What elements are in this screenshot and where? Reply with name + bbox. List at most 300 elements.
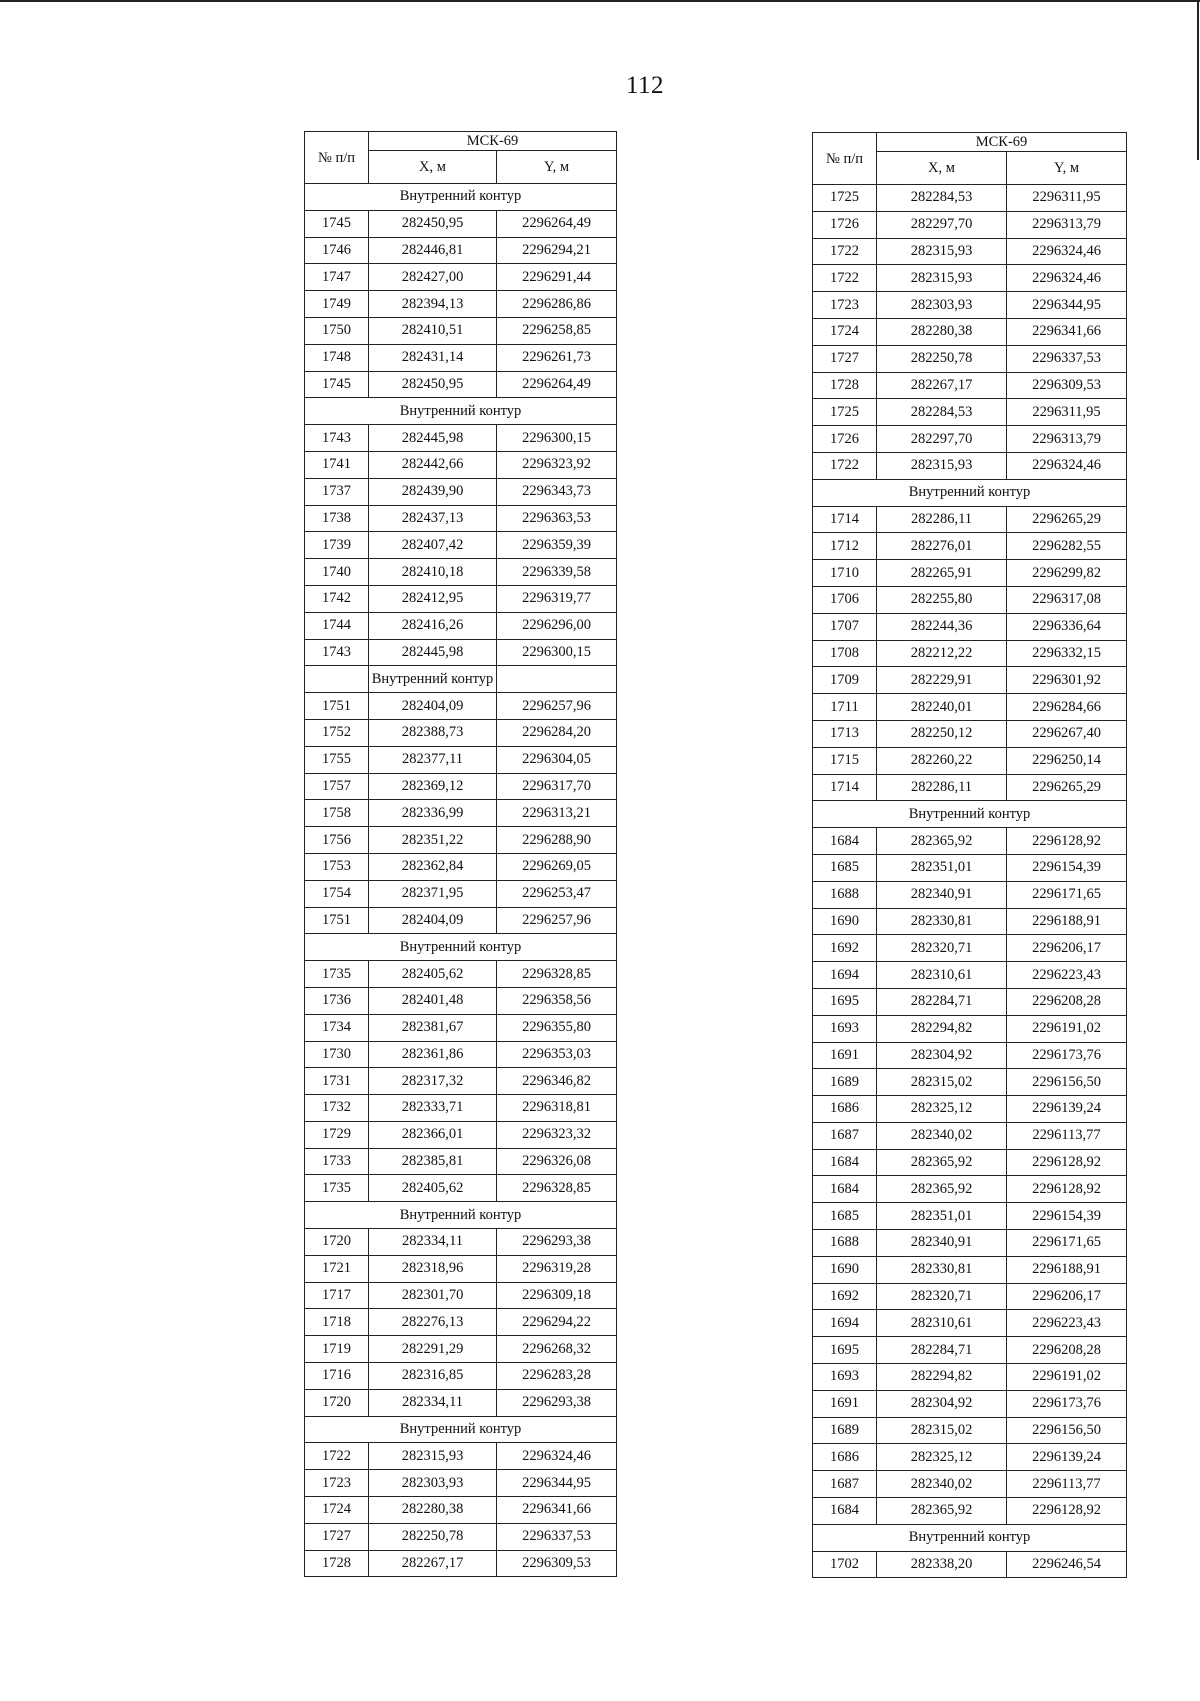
table-row [305,1014,617,1041]
x-coordinate: 282294,82 [877,1364,1007,1391]
table-row [813,1069,1127,1096]
x-coordinate: 282365,92 [877,828,1007,855]
x-coordinate: 282267,17 [877,372,1007,399]
point-number: 1693 [813,1364,877,1391]
point-number: 1720 [305,1389,369,1416]
x-coordinate: 282404,09 [369,907,497,934]
y-coordinate: 2296300,15 [497,639,617,666]
table-row [813,292,1127,319]
y-coordinate: 2296344,95 [497,1470,617,1497]
point-number: 1723 [813,292,877,319]
point-number: 1694 [813,1310,877,1337]
table-row [813,881,1127,908]
y-coordinate: 2296173,76 [1007,1042,1127,1069]
point-number: 1746 [305,237,369,264]
table-row [305,1497,617,1524]
table-row [813,1390,1127,1417]
x-coordinate: 282431,14 [369,344,497,371]
x-coordinate: 282351,01 [877,854,1007,881]
point-number: 1722 [305,1443,369,1470]
table-row [305,746,617,773]
scan-border-line [1197,0,1199,160]
x-coordinate: 282294,82 [877,1015,1007,1042]
point-number: 1684 [813,1498,877,1525]
point-number: 1731 [305,1068,369,1095]
y-coordinate: 2296286,86 [497,291,617,318]
x-coordinate: 282310,61 [877,962,1007,989]
point-number: 1743 [305,639,369,666]
point-number: 1720 [305,1229,369,1256]
table-row [813,774,1127,801]
header-num: № п/п [305,132,369,184]
table-row [305,1470,617,1497]
table-row [305,425,617,452]
x-coordinate: 282304,92 [877,1042,1007,1069]
table-row [305,1523,617,1550]
y-coordinate [497,666,617,693]
x-coordinate: 282445,98 [369,639,497,666]
table-row [813,560,1127,587]
table-row [305,1389,617,1416]
y-coordinate: 2296328,85 [497,961,617,988]
y-coordinate: 2296264,49 [497,371,617,398]
point-number: 1722 [813,238,877,265]
point-number: 1725 [813,399,877,426]
y-coordinate: 2296311,95 [1007,185,1127,212]
x-coordinate: 282450,95 [369,210,497,237]
point-number: 1695 [813,988,877,1015]
point-number: 1716 [305,1363,369,1390]
point-number: 1690 [813,908,877,935]
x-coordinate: 282450,95 [369,371,497,398]
x-coordinate: 282297,70 [877,211,1007,238]
x-coordinate: 282318,96 [369,1255,497,1282]
table-row [305,210,617,237]
x-coordinate: 282405,62 [369,1175,497,1202]
table-row [305,237,617,264]
y-coordinate: 2296171,65 [1007,1230,1127,1257]
y-coordinate: 2296317,70 [497,773,617,800]
x-coordinate: 282340,02 [877,1471,1007,1498]
y-coordinate: 2296257,96 [497,907,617,934]
table-body [813,133,1127,1578]
y-coordinate: 2296319,28 [497,1255,617,1282]
y-coordinate: 2296296,00 [497,612,617,639]
point-number: 1724 [305,1497,369,1524]
table-row [813,426,1127,453]
table-row [305,639,617,666]
table-row [813,1417,1127,1444]
x-coordinate: 282442,66 [369,451,497,478]
y-coordinate: 2296139,24 [1007,1096,1127,1123]
table-row [813,747,1127,774]
x-coordinate: 282340,91 [877,881,1007,908]
point-number: 1684 [813,828,877,855]
y-coordinate: 2296304,05 [497,746,617,773]
point-number: 1736 [305,987,369,1014]
table-row [305,505,617,532]
point-number: 1718 [305,1309,369,1336]
point-number: 1755 [305,746,369,773]
table-row [813,988,1127,1015]
y-coordinate: 2296294,22 [497,1309,617,1336]
y-coordinate: 2296208,28 [1007,1337,1127,1364]
header-row [305,132,617,151]
y-coordinate: 2296284,66 [1007,694,1127,721]
table-row [813,1176,1127,1203]
y-coordinate: 2296337,53 [1007,345,1127,372]
section-row [305,184,617,211]
y-coordinate: 2296283,28 [497,1363,617,1390]
point-number: 1691 [813,1042,877,1069]
x-coordinate: 282410,18 [369,559,497,586]
x-coordinate: 282445,98 [369,425,497,452]
table-row [305,880,617,907]
y-coordinate: 2296313,79 [1007,211,1127,238]
point-number: 1726 [813,211,877,238]
x-coordinate: 282385,81 [369,1148,497,1175]
x-coordinate: 282416,26 [369,612,497,639]
point-number: 1708 [813,640,877,667]
scan-border-line [0,0,1200,2]
y-coordinate: 2296323,92 [497,451,617,478]
x-coordinate: 282394,13 [369,291,497,318]
section-label: Внутренний контур [305,398,617,425]
y-coordinate: 2296337,53 [497,1523,617,1550]
y-coordinate: 2296113,77 [1007,1122,1127,1149]
page-number: 112 [625,72,665,99]
y-coordinate: 2296324,46 [1007,238,1127,265]
x-coordinate: 282330,81 [877,1256,1007,1283]
y-coordinate: 2296188,91 [1007,1256,1127,1283]
x-coordinate: 282316,85 [369,1363,497,1390]
section-label: Внутренний контур [305,934,617,961]
y-coordinate: 2296299,82 [1007,560,1127,587]
table-row [305,371,617,398]
point-number: 1721 [305,1255,369,1282]
table-row [813,1551,1127,1578]
y-coordinate: 2296328,85 [497,1175,617,1202]
table-row [305,1229,617,1256]
y-coordinate: 2296191,02 [1007,1015,1127,1042]
section-label: Внутренний контур [305,1416,617,1443]
point-number: 1728 [305,1550,369,1577]
y-coordinate: 2296128,92 [1007,1149,1127,1176]
x-coordinate: 282284,71 [877,1337,1007,1364]
x-coordinate: 282439,90 [369,478,497,505]
x-coordinate: 282315,02 [877,1417,1007,1444]
y-coordinate: 2296332,15 [1007,640,1127,667]
y-coordinate: 2296128,92 [1007,1498,1127,1525]
point-number: 1741 [305,451,369,478]
y-coordinate: 2296336,64 [1007,613,1127,640]
table-row [305,827,617,854]
x-coordinate: 282291,29 [369,1336,497,1363]
table-row [305,1121,617,1148]
point-number: 1709 [813,667,877,694]
section-label: Внутренний контур [813,479,1127,506]
y-coordinate: 2296154,39 [1007,1203,1127,1230]
x-coordinate: 282315,93 [877,265,1007,292]
y-coordinate: 2296265,29 [1007,506,1127,533]
table-row [305,559,617,586]
section-row [305,1416,617,1443]
table-row [305,1443,617,1470]
section-label: Внутренний контур [305,184,617,211]
table-row [305,1309,617,1336]
x-coordinate: 282401,48 [369,987,497,1014]
y-coordinate: 2296246,54 [1007,1551,1127,1578]
point-number: 1687 [813,1122,877,1149]
point-number: 1751 [305,907,369,934]
y-coordinate: 2296267,40 [1007,720,1127,747]
y-coordinate: 2296363,53 [497,505,617,532]
table-row [305,666,617,693]
table-row [813,345,1127,372]
table-row [813,1498,1127,1525]
table-row [813,533,1127,560]
table-row [813,265,1127,292]
table-row [813,694,1127,721]
table-row [813,506,1127,533]
section-label: Внутренний контур [813,1524,1127,1551]
x-coordinate: 282250,78 [877,345,1007,372]
x-coordinate: 282437,13 [369,505,497,532]
x-coordinate: 282315,93 [369,1443,497,1470]
point-number: 1684 [813,1176,877,1203]
table-row [813,908,1127,935]
table-row [813,1042,1127,1069]
point-number: 1725 [813,185,877,212]
x-coordinate: 282244,36 [877,613,1007,640]
point-number: 1751 [305,693,369,720]
table-row [305,773,617,800]
y-coordinate: 2296269,05 [497,853,617,880]
y-coordinate: 2296309,53 [497,1550,617,1577]
table-row [305,478,617,505]
x-coordinate: 282286,11 [877,506,1007,533]
table-row [305,1148,617,1175]
point-number: 1694 [813,962,877,989]
y-coordinate: 2296317,08 [1007,586,1127,613]
section-row [813,1524,1127,1551]
table-row [305,612,617,639]
point-number: 1717 [305,1282,369,1309]
point-number: 1686 [813,1444,877,1471]
y-coordinate: 2296253,47 [497,880,617,907]
y-coordinate: 2296206,17 [1007,935,1127,962]
y-coordinate: 2296324,46 [1007,265,1127,292]
y-coordinate: 2296257,96 [497,693,617,720]
x-coordinate: 282446,81 [369,237,497,264]
table-row [813,372,1127,399]
table-row [813,399,1127,426]
point-number: 1735 [305,961,369,988]
y-coordinate: 2296324,46 [497,1443,617,1470]
x-coordinate: 282404,09 [369,693,497,720]
point-number [305,666,369,693]
y-coordinate: 2296353,03 [497,1041,617,1068]
point-number: 1734 [305,1014,369,1041]
x-coordinate: 282427,00 [369,264,497,291]
y-coordinate: 2296265,29 [1007,774,1127,801]
x-coordinate: 282250,12 [877,720,1007,747]
y-coordinate: 2296288,90 [497,827,617,854]
point-number: 1739 [305,532,369,559]
x-coordinate: 282365,92 [877,1498,1007,1525]
point-number: 1748 [305,344,369,371]
x-coordinate: 282229,91 [877,667,1007,694]
y-coordinate: 2296128,92 [1007,1176,1127,1203]
y-coordinate: 2296282,55 [1007,533,1127,560]
point-number: 1729 [305,1121,369,1148]
table-row [305,1336,617,1363]
point-number: 1688 [813,881,877,908]
x-coordinate: 282325,12 [877,1444,1007,1471]
table-row [813,1283,1127,1310]
x-coordinate: 282334,11 [369,1389,497,1416]
y-coordinate: 2296319,77 [497,585,617,612]
point-number: 1690 [813,1256,877,1283]
table-row [813,1337,1127,1364]
x-coordinate: 282333,71 [369,1095,497,1122]
y-coordinate: 2296311,95 [1007,399,1127,426]
point-number: 1688 [813,1230,877,1257]
x-coordinate: 282304,92 [877,1390,1007,1417]
x-coordinate: 282365,92 [877,1149,1007,1176]
point-number: 1742 [305,585,369,612]
x-coordinate: 282371,95 [369,880,497,907]
table-row [813,1364,1127,1391]
y-coordinate: 2296156,50 [1007,1417,1127,1444]
y-coordinate: 2296154,39 [1007,854,1127,881]
table-row [305,800,617,827]
section-row [305,934,617,961]
point-number: 1685 [813,1203,877,1230]
y-coordinate: 2296300,15 [497,425,617,452]
y-coordinate: 2296294,21 [497,237,617,264]
point-number: 1726 [813,426,877,453]
point-number: 1753 [305,853,369,880]
point-number: 1738 [305,505,369,532]
table-row [305,1068,617,1095]
y-coordinate: 2296309,53 [1007,372,1127,399]
y-coordinate: 2296173,76 [1007,1390,1127,1417]
table-row [813,1256,1127,1283]
table-row [305,344,617,371]
x-coordinate: 282407,42 [369,532,497,559]
y-coordinate: 2296284,20 [497,719,617,746]
x-coordinate: 282405,62 [369,961,497,988]
table-row [305,1041,617,1068]
point-number: 1692 [813,935,877,962]
point-number: 1754 [305,880,369,907]
point-number: 1719 [305,1336,369,1363]
x-coordinate: 282303,93 [369,1470,497,1497]
point-number: 1691 [813,1390,877,1417]
point-number: 1684 [813,1149,877,1176]
y-coordinate: 2296128,92 [1007,828,1127,855]
y-coordinate: 2296343,73 [497,478,617,505]
header-row [813,133,1127,152]
table-row [813,238,1127,265]
section-label: Внутренний контур [813,801,1127,828]
y-coordinate: 2296293,38 [497,1389,617,1416]
y-coordinate: 2296301,92 [1007,667,1127,694]
x-coordinate: 282351,22 [369,827,497,854]
point-number: 1735 [305,1175,369,1202]
x-coordinate: 282297,70 [877,426,1007,453]
table-body [305,132,617,1577]
x-coordinate: 282340,02 [877,1122,1007,1149]
header-num: № п/п [813,133,877,185]
table-row [813,1471,1127,1498]
y-coordinate: 2296355,80 [497,1014,617,1041]
table-row [813,1122,1127,1149]
point-number: 1689 [813,1069,877,1096]
table-row [813,667,1127,694]
table-row [305,291,617,318]
x-coordinate: 282351,01 [877,1203,1007,1230]
point-number: 1723 [305,1470,369,1497]
y-coordinate: 2296313,79 [1007,426,1127,453]
table-row [813,935,1127,962]
x-coordinate: 282267,17 [369,1550,497,1577]
table-row [305,1255,617,1282]
table-row [305,1175,617,1202]
point-number: 1686 [813,1096,877,1123]
table-row [813,854,1127,881]
point-number: 1727 [813,345,877,372]
table-row [305,451,617,478]
table-row [305,907,617,934]
table-row [305,317,617,344]
table-row [305,693,617,720]
table-row [305,1095,617,1122]
point-number: 1702 [813,1551,877,1578]
y-coordinate: 2296359,39 [497,532,617,559]
y-coordinate: 2296323,32 [497,1121,617,1148]
point-number: 1745 [305,210,369,237]
x-coordinate: 282284,53 [877,185,1007,212]
y-coordinate: 2296358,56 [497,987,617,1014]
table-row [813,962,1127,989]
x-coordinate: 282361,86 [369,1041,497,1068]
point-number: 1733 [305,1148,369,1175]
table-row [813,1015,1127,1042]
x-coordinate: 282388,73 [369,719,497,746]
y-coordinate: 2296326,08 [497,1148,617,1175]
point-number: 1707 [813,613,877,640]
x-coordinate: 282330,81 [877,908,1007,935]
y-coordinate: 2296344,95 [1007,292,1127,319]
point-number: 1757 [305,773,369,800]
x-coordinate: 282260,22 [877,747,1007,774]
table-row [305,264,617,291]
x-coordinate: 282315,93 [877,238,1007,265]
x-coordinate: 282320,71 [877,935,1007,962]
table-row [813,828,1127,855]
table-row [305,961,617,988]
section-row [305,1202,617,1229]
table-row [305,1363,617,1390]
point-number: 1744 [305,612,369,639]
table-row [813,1310,1127,1337]
y-coordinate: 2296139,24 [1007,1444,1127,1471]
point-number: 1732 [305,1095,369,1122]
y-coordinate: 2296156,50 [1007,1069,1127,1096]
x-coordinate: 282276,13 [369,1309,497,1336]
